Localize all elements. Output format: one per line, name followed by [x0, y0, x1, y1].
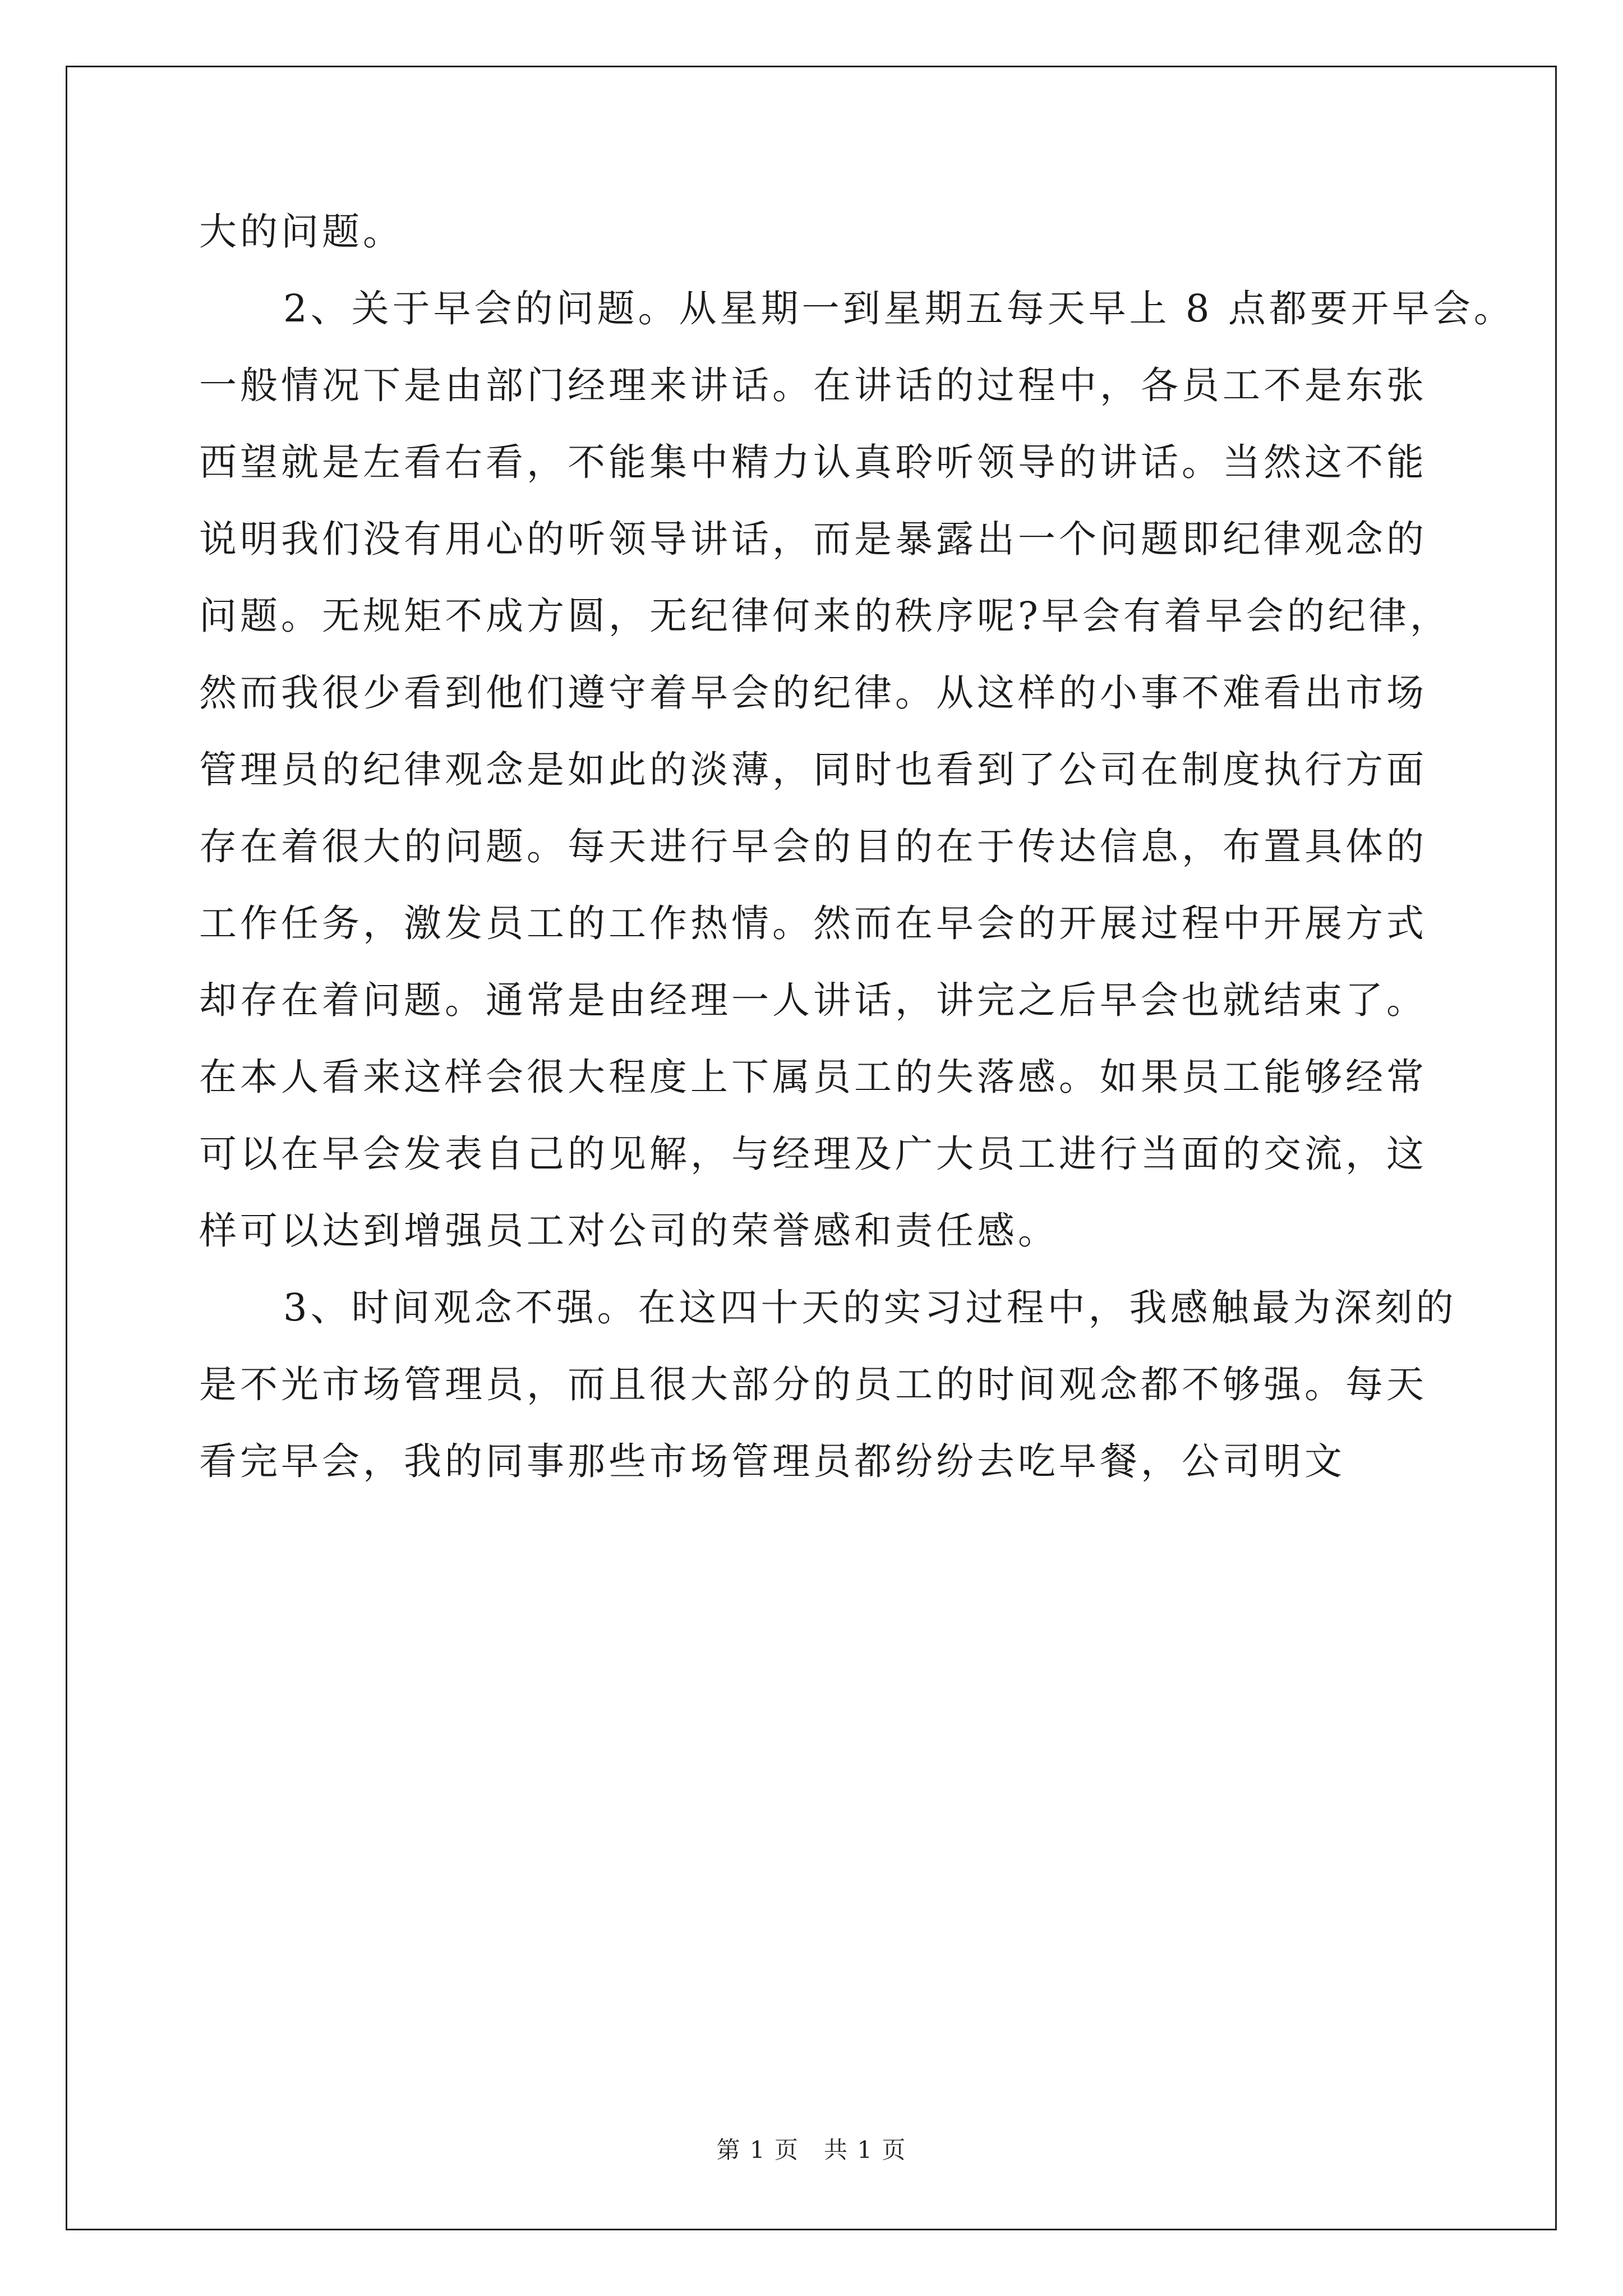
paragraph-line: 大的问题。: [199, 210, 404, 254]
paragraph-line: 看完早会，我的同事那些市场管理员都纷纷去吃早餐，公司明文: [199, 1439, 1345, 1483]
paragraph-line: 在本人看来这样会很大程度上下属员工的失落感。如果员工能够经常: [199, 1055, 1427, 1099]
paragraph-line: 管理员的纪律观念是如此的淡薄，同时也看到了公司在制度执行方面: [199, 748, 1427, 792]
paragraph-line: 一般情况下是由部门经理来讲话。在讲话的过程中，各员工不是东张: [199, 364, 1427, 407]
paragraph-line: 可以在早会发表自己的见解，与经理及广大员工进行当面的交流，这: [199, 1132, 1427, 1176]
page-number-footer: 第 1 页 共 1 页: [716, 2136, 907, 2164]
paragraph-line: 说明我们没有用心的听领导讲话，而是暴露出一个问题即纪律观念的: [199, 517, 1427, 561]
paragraph-line: 3、时间观念不强。在这四十天的实习过程中，我感触最为深刻的: [283, 1286, 1457, 1329]
paragraph-line: 然而我很少看到他们遵守着早会的纪律。从这样的小事不难看出市场: [199, 671, 1427, 715]
document-body: [199, 194, 1515, 1500]
paragraph-line: 问题。无规矩不成方圆，无纪律何来的秩序呢?早会有着早会的纪律，: [199, 594, 1451, 638]
paragraph-line: 工作任务，激发员工的工作热情。然而在早会的开展过程中开展方式: [199, 901, 1427, 945]
paragraph-line: 存在着很大的问题。每天进行早会的目的在于传达信息，布置具体的: [199, 825, 1427, 868]
paragraph-line: 是不光市场管理员，而且很大部分的员工的时间观念都不够强。每天: [199, 1363, 1427, 1406]
paragraph-line: 样可以达到增强员工对公司的荣誉感和责任感。: [199, 1209, 1059, 1253]
paragraph-line: 却存在着问题。通常是由经理一人讲话，讲完之后早会也就结束了。: [199, 978, 1427, 1022]
paragraph-line: 西望就是左看右看，不能集中精力认真聆听领导的讲话。当然这不能: [199, 440, 1427, 484]
paragraph-line: 2、关于早会的问题。从星期一到星期五每天早上 8 点都要开早会。: [283, 287, 1515, 330]
